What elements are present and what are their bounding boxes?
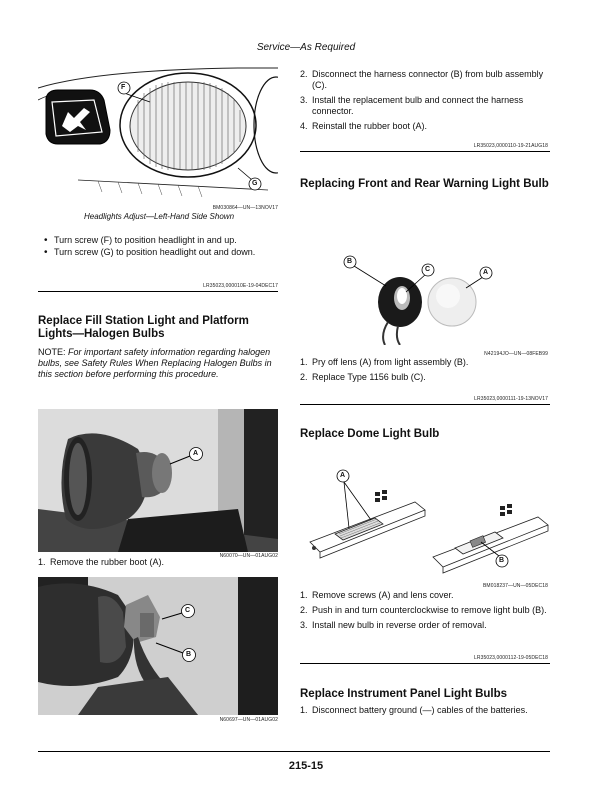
callout-a: A: [483, 269, 489, 276]
doc-ref: LR35023,0000112-19-05DEC18: [474, 655, 548, 661]
section-divider: [38, 291, 278, 292]
step-list: [38, 557, 278, 572]
figure-ref: BM018237—UN—05DEC18: [483, 583, 548, 589]
step-list: [300, 357, 550, 387]
safety-note: [38, 347, 278, 380]
callout-a: A: [340, 472, 346, 479]
step-item: 4. Reinstall the rubber boot (A).: [300, 121, 428, 131]
step-item: 2. Replace Type 1156 bulb (C).: [300, 372, 426, 382]
section-title: Replace Fill Station Light and Platform Lights—Halogen Bulbs: [38, 315, 249, 340]
fill-station-section: [38, 315, 278, 380]
page-number: 215-15: [288, 760, 324, 772]
doc-ref: LR35023,000010E-19-04DEC17: [203, 283, 278, 289]
page-header: Service—As Required: [256, 42, 356, 53]
dome-light-figure: [305, 462, 550, 580]
doc-ref: LR35023,0000111-19-13NOV17: [474, 396, 548, 402]
figure-caption: Headlights Adjust—Left-Hand Side Shown: [84, 212, 235, 221]
callout-b: B: [499, 557, 505, 564]
rubber-boot-photo: [38, 409, 278, 552]
step-item: 2. Push in and turn counterclockwise to remove light bulb (B).: [300, 605, 547, 615]
section-divider: [300, 404, 550, 405]
step-item: 2. Disconnect the harness connector (B) from bulb assembly (C).: [300, 69, 544, 90]
step-item: 1. Remove the rubber boot (A).: [38, 557, 165, 567]
callout-c: C: [425, 266, 431, 273]
step-item: 1. Disconnect battery ground (—) cables of the batteries.: [300, 705, 528, 715]
dome-light-section: [300, 428, 550, 441]
callout-f: F: [121, 84, 126, 91]
section-title: Replace Instrument Panel Light Bulbs: [300, 688, 508, 700]
figure-ref: N60697—UN—01AUG02: [219, 717, 278, 723]
step-item: 1. Remove screws (A) and lens cover.: [300, 590, 454, 600]
section-divider: [300, 663, 550, 664]
note-tag: NOTE:: [38, 347, 66, 357]
headlight-adjust-figure: [38, 60, 278, 200]
step-list: [300, 590, 550, 635]
bullet-item: • Turn screw (F) to position headlight in and up.: [42, 235, 278, 246]
step-list: [300, 69, 550, 136]
callout-g: G: [252, 180, 258, 187]
step-item: 3. Install the replacement bulb and connect the harness connector.: [300, 95, 524, 116]
footer-rule: [38, 751, 550, 752]
callout-b: B: [186, 651, 192, 658]
section-title: Replace Dome Light Bulb: [300, 428, 440, 440]
step-item: 3. Install new bulb in reverse order of removal.: [300, 620, 487, 630]
adjust-bullet-list: [42, 235, 278, 259]
callout-c: C: [185, 607, 191, 614]
figure-ref: N60070—UN—01AUG02: [219, 553, 278, 559]
section-title: Replacing Front and Rear Warning Light Bulb: [300, 178, 549, 190]
step-item: 1. Pry off lens (A) from light assembly (B).: [300, 357, 469, 367]
warning-light-figure: [340, 250, 500, 345]
bullet-item: • Turn screw (G) to position headlight out and down.: [42, 247, 278, 258]
figure-ref: N42194JO—UN—08FEB99: [484, 351, 548, 357]
note-text: For important safety information regarding halogen bulbs, see Safety Rules When Replacing Halogen Bulbs in this section before performing this procedure.: [38, 347, 272, 379]
doc-ref: LR35023,0000110-19-21AUG18: [473, 143, 548, 149]
harness-connector-photo: [38, 577, 278, 715]
callout-b: B: [347, 258, 353, 265]
callout-a: A: [193, 450, 199, 457]
figure-ref: BM030864—UN—13NOV17: [212, 205, 278, 211]
instrument-panel-section: [300, 688, 550, 720]
warning-light-section: [300, 178, 550, 191]
section-divider: [300, 151, 550, 152]
